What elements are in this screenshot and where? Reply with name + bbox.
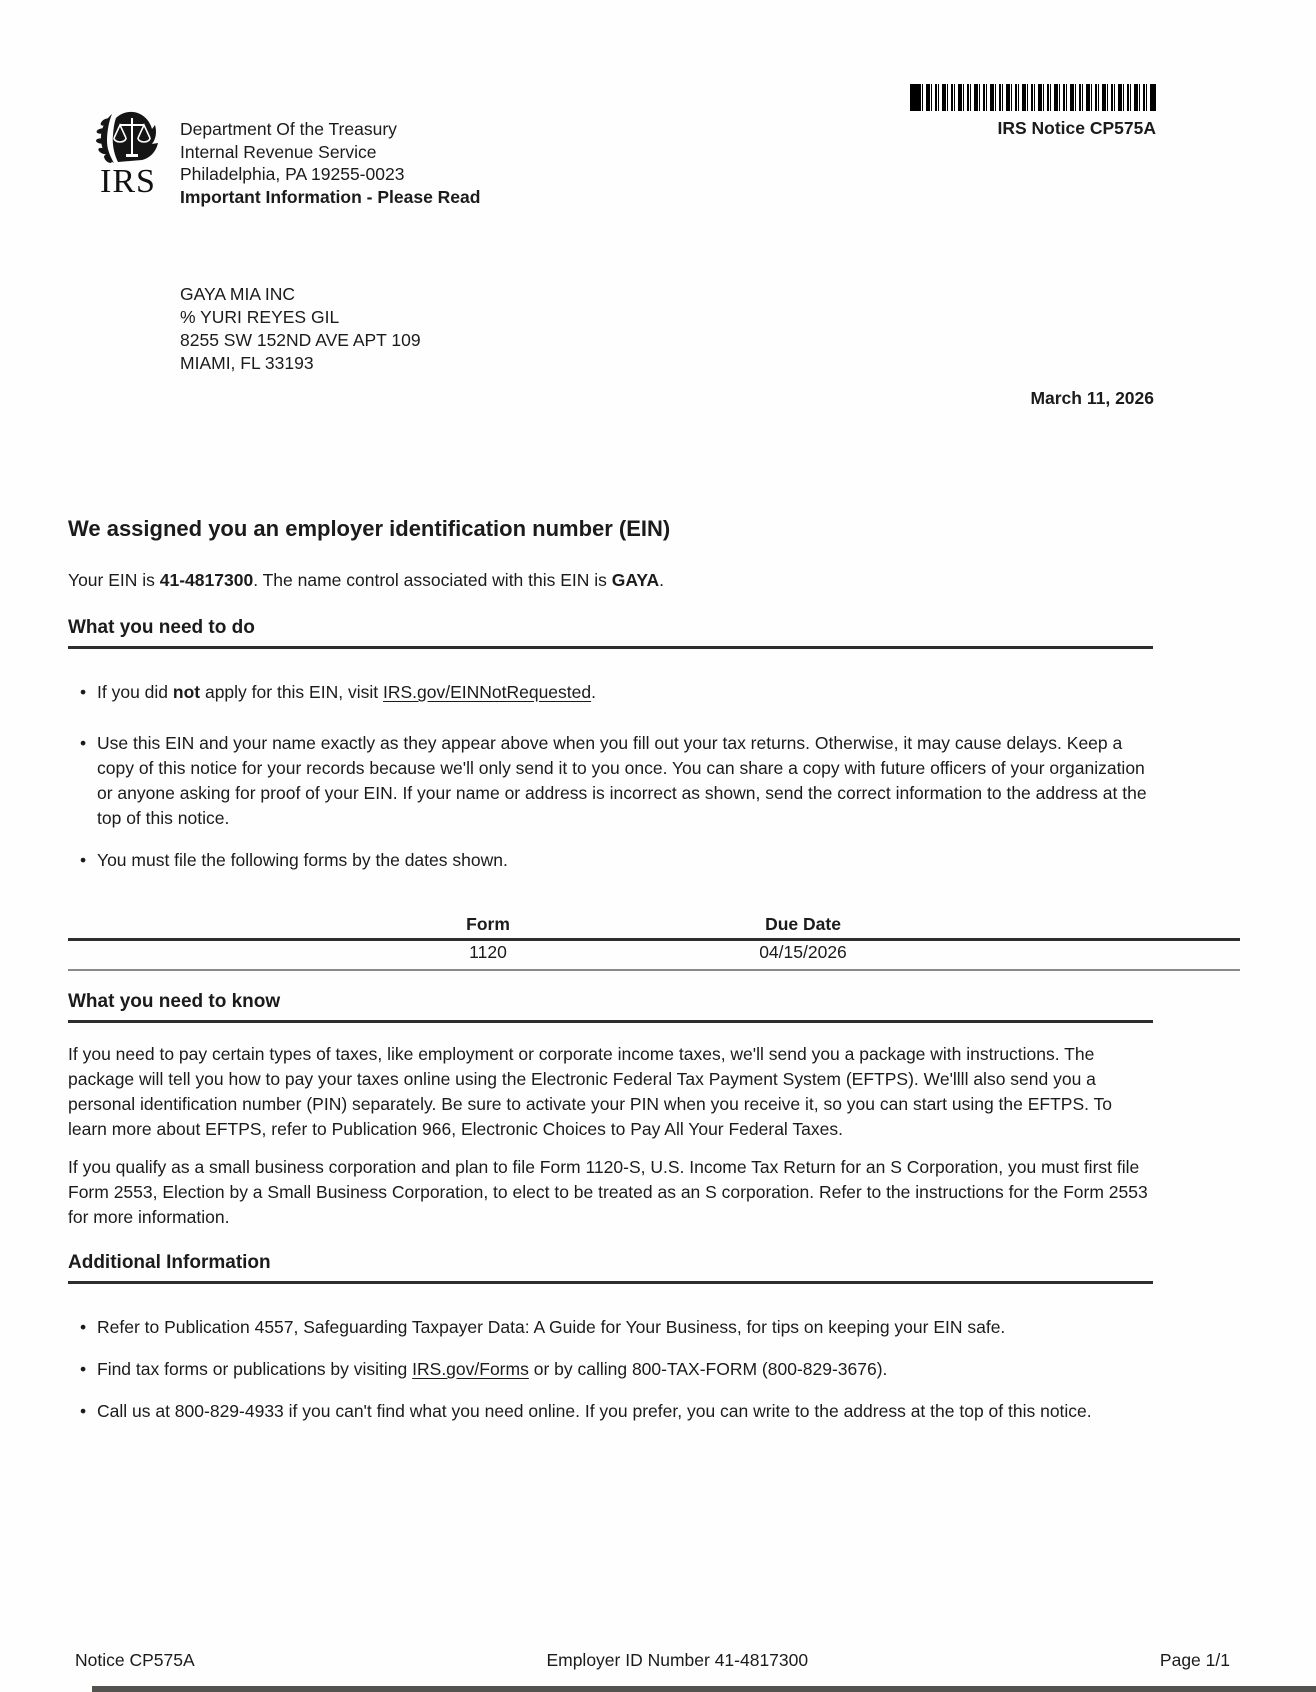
page-title: We assigned you an employer identification number (EIN): [68, 516, 671, 541]
todo-bullet-3: [68, 848, 1153, 873]
agency-address-block: [180, 118, 480, 208]
know-paragraph-1: If you need to pay certain types of taxes, like employment or corporate income taxes, we'll send you a package with instructions. The package will tell you how to pay your taxes online using the Electronic Federal Tax Payment System (EFTPS). We'llll also send you a personal identification number (PIN) separately. Be sure to activate your PIN when you receive it, so you can start using the EFTPS. To learn more about EFTPS, refer to Publication 966, Electronic Choices to Pay All Your Federal Taxes.: [68, 1044, 1113, 1139]
notice-date: March 11, 2026: [1030, 388, 1154, 408]
agency-line: Internal Revenue Service: [180, 141, 377, 162]
text-segment: If you did: [97, 682, 173, 702]
table-row: [68, 941, 1153, 964]
irs-eagle-icon: [96, 110, 160, 166]
table-rule-bottom: [68, 969, 1240, 971]
barcode-icon: [910, 84, 1156, 111]
einnotrequested-link[interactable]: IRS.gov/EINNotRequested: [382, 682, 592, 702]
column-header-due-date: Due Date: [765, 914, 841, 934]
scan-edge-strip: [92, 1686, 1316, 1692]
recipient-care-of: % YURI REYES GIL: [180, 307, 340, 327]
todo-bullet-3-text: You must file the following forms by the dates shown.: [97, 850, 508, 870]
bullet-icon: •: [80, 1317, 87, 1337]
footer-page-number: Page 1/1: [1159, 1650, 1230, 1670]
footer-notice-number: Notice CP575A: [75, 1650, 195, 1670]
section-heading-what-you-need-to-know: What you need to know: [68, 991, 281, 1012]
additional-bullet-3: [68, 1399, 1153, 1424]
section-rule: [68, 646, 1153, 649]
irs-logo: [86, 110, 170, 198]
bullet-icon: •: [80, 1401, 87, 1421]
text-segment: apply for this EIN, visit: [200, 682, 383, 702]
section-heading-additional-information: Additional Information: [68, 1252, 271, 1273]
footer-employer-id: Employer ID Number 41-4817300: [546, 1650, 809, 1670]
ein-sentence-mid: . The name control associated with this EIN is: [253, 570, 612, 590]
bullet-icon: •: [80, 1359, 87, 1379]
todo-bullet-1: [68, 680, 1153, 705]
know-paragraph-2: If you qualify as a small business corporation and plan to file Form 1120-S, U.S. Income Tax Return for an S Corporation, you must first file Form 2553, Election by a Small Business Corporation, to elect to be treated as an S corporation. Refer to the instructions for the Form 2553 for more information.: [68, 1157, 1148, 1227]
section-heading-what-you-need-to-do: What you need to do: [68, 617, 255, 638]
additional-bullet-1-text: Refer to Publication 4557, Safeguarding Taxpayer Data: A Guide for Your Business, for tips on keeping your EIN safe.: [97, 1317, 1006, 1337]
table-header-row: [68, 913, 1153, 936]
column-header-form: Form: [466, 914, 510, 934]
irs-logo-text: IRS: [100, 163, 156, 200]
notice-type-label: IRS Notice CP575A: [997, 118, 1156, 138]
todo-bullet-2-text: Use this EIN and your name exactly as they appear above when you fill out your tax returns. Otherwise, it may cause delays. Keep a copy of this notice for your records because we'll only send it to you once. You can share a copy with future officers of your organization or anyone asking for proof of your EIN. If your name or address is incorrect as shown, send the correct information to the address at the top of this notice.: [97, 733, 1147, 828]
recipient-city-state-zip: MIAMI, FL 33193: [180, 353, 314, 373]
text-segment: or by calling 800-TAX-FORM (800-829-3676).: [528, 1359, 888, 1379]
additional-bullet-2: [68, 1357, 1153, 1382]
recipient-street: 8255 SW 152ND AVE APT 109: [180, 330, 421, 350]
ein-sentence: [68, 568, 1153, 593]
important-information-line: Important Information - Please Read: [180, 186, 481, 207]
additional-bullet-3-text: Call us at 800-829-4933 if you can't find what you need online. If you prefer, you can write to the address at the top of this notice.: [97, 1401, 1092, 1421]
page-footer: [75, 1650, 1230, 1671]
ein-sentence-pre: Your EIN is: [68, 570, 160, 590]
text-segment: Find tax forms or publications by visiting: [97, 1359, 413, 1379]
todo-bullet-2: [68, 731, 1153, 831]
bullet-icon: •: [80, 733, 87, 753]
recipient-name: GAYA MIA INC: [180, 284, 296, 304]
bullet-icon: •: [80, 850, 87, 870]
form-number-value: 1120: [469, 942, 507, 962]
section-rule: [68, 1281, 1153, 1284]
ein-sentence-post: .: [659, 570, 665, 590]
additional-bullet-1: [68, 1315, 1153, 1340]
name-control-value: GAYA: [611, 570, 660, 590]
form-due-date-table: [68, 913, 1153, 971]
due-date-value: 04/15/2026: [759, 942, 847, 962]
bullet-icon: •: [80, 682, 87, 702]
text-segment: .: [591, 682, 596, 702]
irs-forms-link[interactable]: IRS.gov/Forms: [412, 1359, 529, 1379]
todo-bullet-1-text: [97, 680, 1153, 705]
additional-bullet-2-text: [97, 1357, 1153, 1382]
recipient-address-block: [180, 283, 421, 375]
agency-line: Philadelphia, PA 19255-0023: [180, 164, 405, 184]
agency-line: Department Of the Treasury: [180, 119, 397, 139]
ein-value: 41-4817300: [159, 570, 254, 590]
notice-body: [68, 516, 1153, 1424]
section-rule: [68, 1020, 1153, 1023]
text-segment-bold: not: [172, 682, 201, 702]
